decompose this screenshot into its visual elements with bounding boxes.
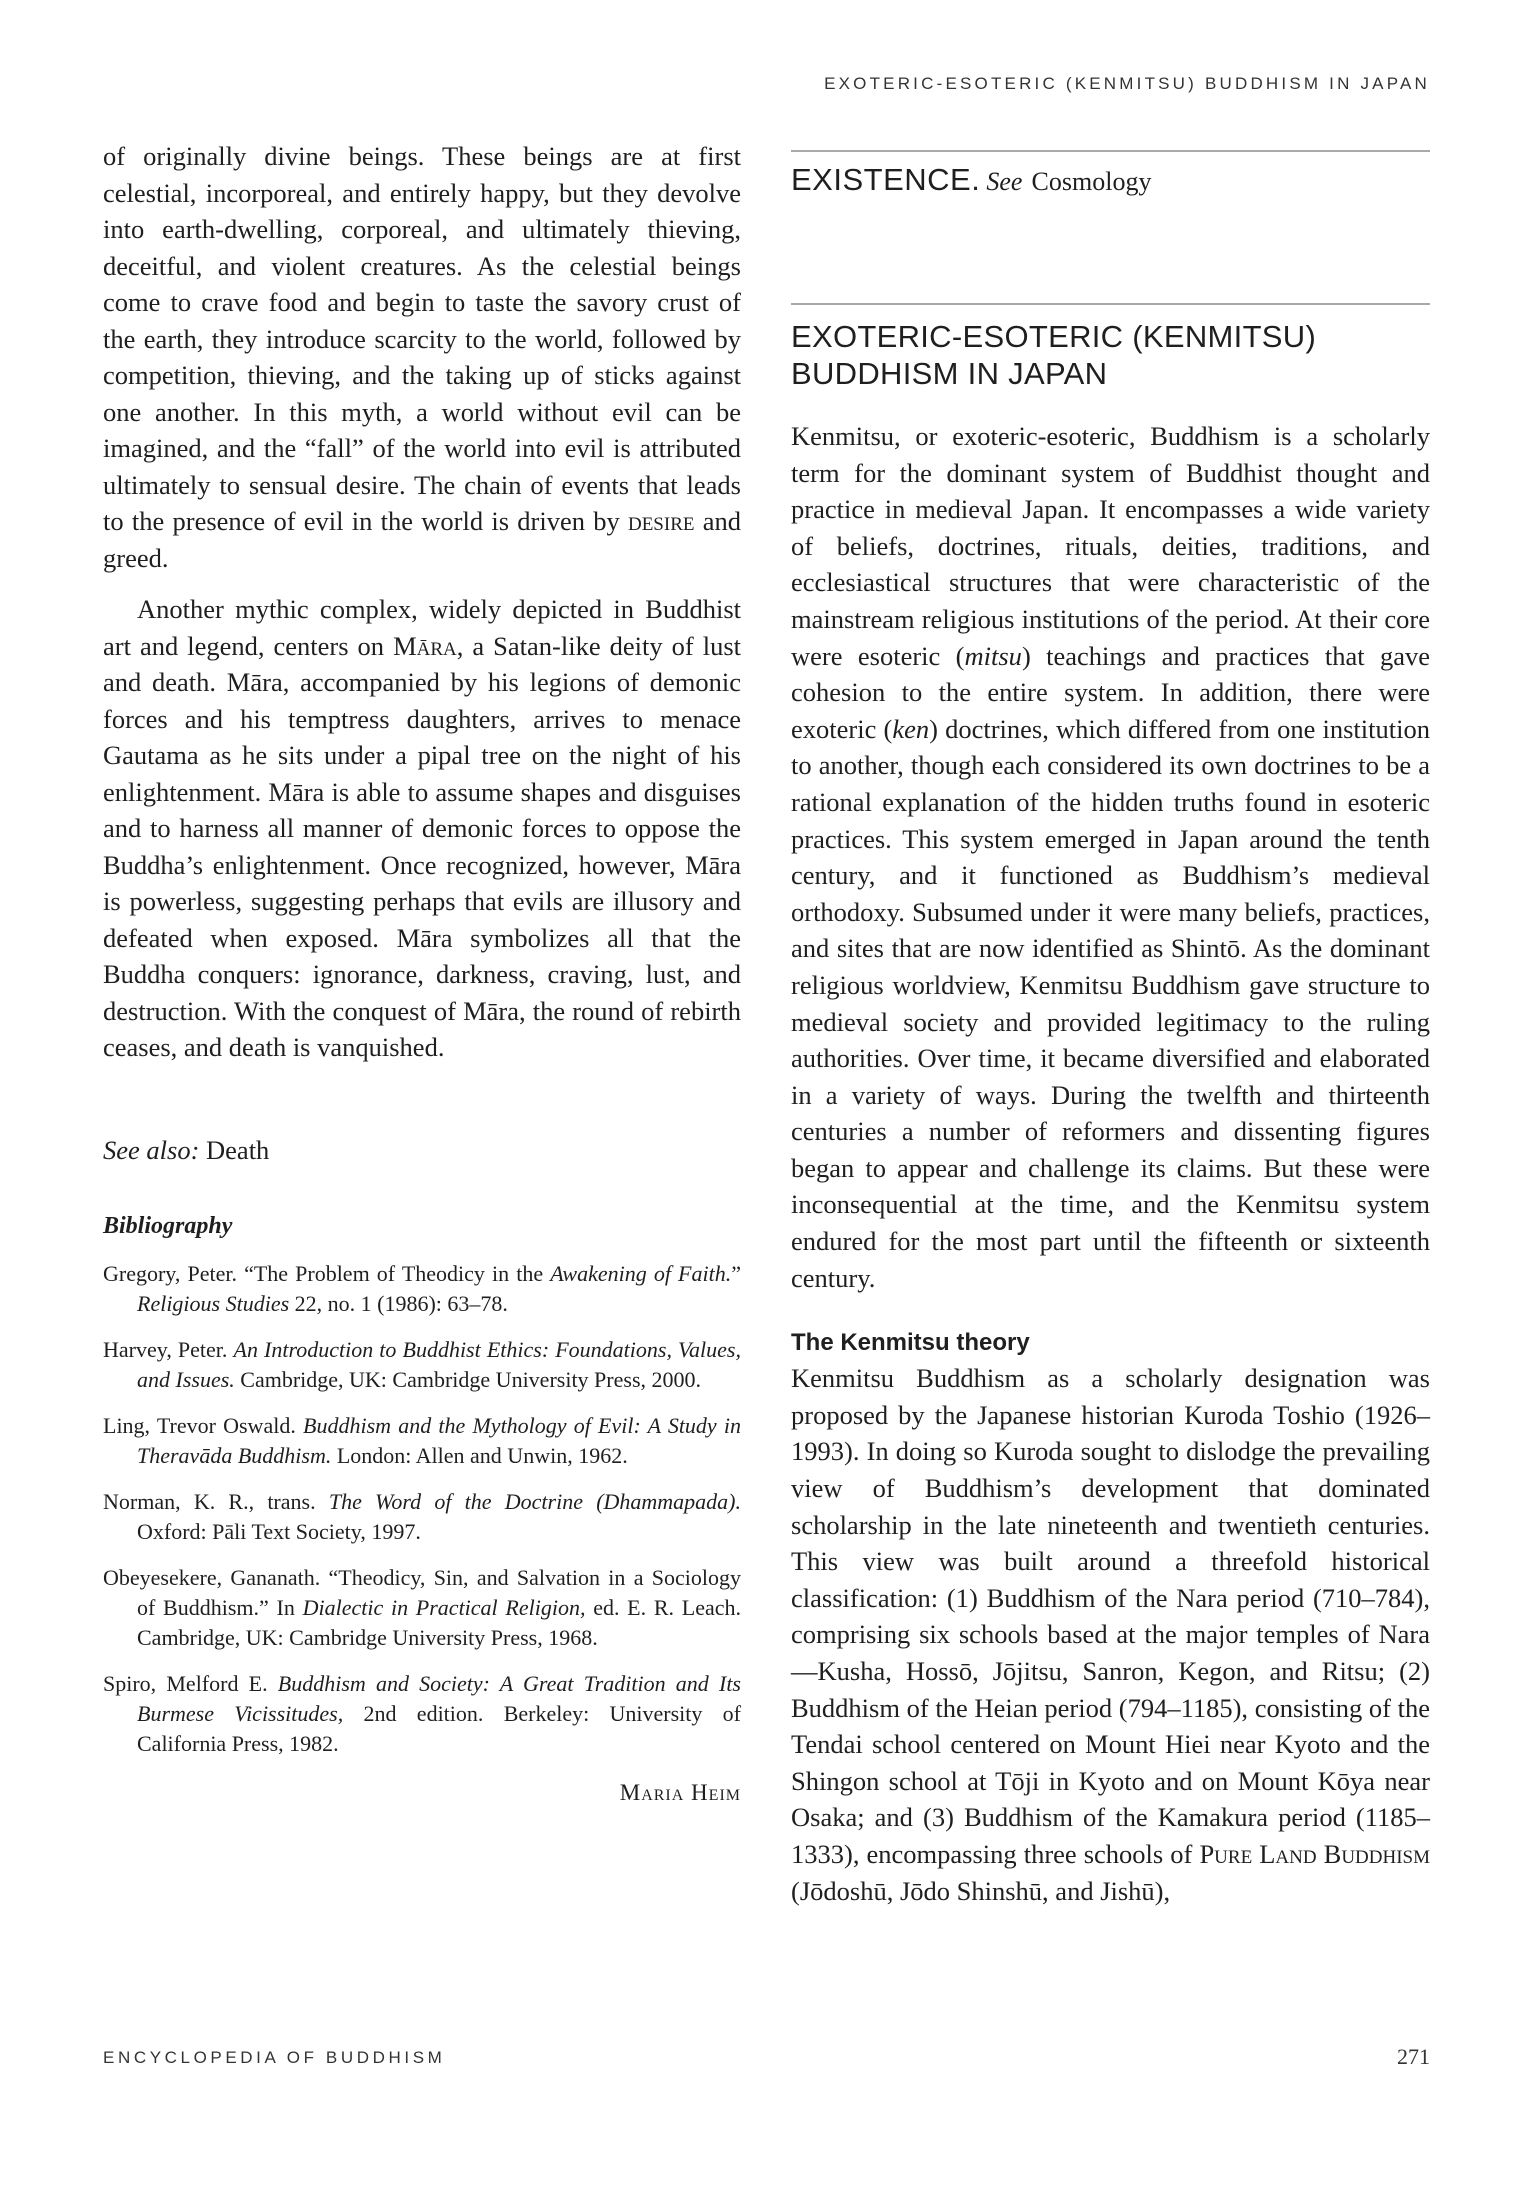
author-signature: Maria Heim	[619, 1779, 741, 1805]
bibliography-entry: Ling, Trevor Oswald. Buddhism and the Mythology of Evil: A Study in Theravāda Buddhism. London: Allen and Unwin, 1962.	[103, 1412, 741, 1468]
right-column-body	[791, 418, 1430, 1909]
see-also: See also: Death	[103, 1134, 270, 1165]
footer-title: ENCYCLOPEDIA OF BUDDHISM	[103, 2048, 446, 2067]
bibliography-entry: Spiro, Melford E. Buddhism and Society: A Great Tradition and Its Burmese Vicissitudes, 2nd edition. Berkeley: University of California Press, 1982.	[103, 1670, 741, 1756]
cosmology-link[interactable]: Cosmology	[1031, 167, 1152, 196]
left-column	[103, 138, 741, 1811]
see-also-link[interactable]: Death	[206, 1134, 270, 1165]
divider-rule	[791, 150, 1430, 152]
left-paragraph-2: Another mythic complex, widely depicted in Buddhist art and legend, centers on Māra, a Satan-like deity of lust and death. Māra, accompanied by his legions of demonic forces and his temptress daughters, arrives to menace Gautama as he sits under a pipal tree on the night of his enlightenment. Māra is able to assume shapes and disguises and to harness all manner of demonic forces to oppose the Buddha’s enlightenment. Once recognized, however, Māra is powerless, suggesting perhaps that evils are illusory and defeated when exposed. Māra symbolizes all that the Buddha conquers: ignorance, darkness, craving, lust, and destruction. With the conquest of Māra, the round of rebirth ceases, and death is vanquished.	[103, 594, 741, 1062]
entry-title: EXOTERIC-ESOTERIC (KENMITSU) BUDDHISM IN JAPAN	[791, 319, 1317, 391]
bibliography-entry: Obeyesekere, Gananath. “Theodicy, Sin, and Salvation in a Sociology of Buddhism.” In Dialectic in Practical Religion, ed. E. R. Leach. Cambridge, UK: Cambridge University Press, 1968.	[103, 1564, 741, 1650]
cross-reference-mara[interactable]: Māra	[393, 630, 457, 661]
bibliography-entry: Gregory, Peter. “The Problem of Theodicy in the Awakening of Faith.” Religious Studies 22, no. 1 (1986): 63–78.	[103, 1260, 741, 1316]
right-paragraph-1: Kenmitsu, or exoteric-esoteric, Buddhism is a scholarly term for the dominant system of Buddhist thought and practice in medieval Japan. It encompasses a wide variety of beliefs, doctrines, rituals, deities, traditions, and ecclesiastical structures that were characteristic of the mainstream religious institutions of the period. At their core were esoteric (mitsu) teachings and practices that gave cohesion to the entire system. In addition, there were exoteric (ken) doctrines, which differed from one institution to another, though each considered its own doctrines to be a rational explanation of the hidden truths found in esoteric practices. This system emerged in Japan around the tenth century, and it functioned as Buddhism’s medieval orthodoxy. Subsumed under it were many beliefs, practices, and sites that are now identified as Shintō. As the dominant religious worldview, Kenmitsu Buddhism gave structure to medieval society and provided legitimacy to the ruling authorities. Over time, it became diversified and elaborated in a variety of ways. During the twelfth and thirteenth centuries a number of reformers and dissenting figures began to appear and challenge its claims. But these were inconsequential at the time, and the Kenmitsu system endured for the most part until the fifteenth or sixteenth century.	[791, 421, 1430, 1293]
section-subheading: The Kenmitsu theory	[791, 1329, 1030, 1357]
bibliography-entry: Harvey, Peter. An Introduction to Buddhist Ethics: Foundations, Values, and Issues. Cambridge, UK: Cambridge University Press, 2000.	[103, 1336, 741, 1392]
running-head: EXOTERIC-ESOTERIC (KENMITSU) BUDDHISM IN JAPAN	[824, 74, 1430, 93]
bibliography-entry: Norman, K. R., trans. The Word of the Doctrine (Dhammapada). Oxford: Pāli Text Society, 1997.	[103, 1488, 742, 1544]
left-paragraph-1: of originally divine beings. These beings are at first celestial, incorporeal, and entirely happy, but they devolve into earth-dwelling, corporeal, and ultimately thieving, deceitful, and violent creatures. As the celestial beings come to crave food and begin to taste the savory crust of the earth, they introduce scarcity to the world, followed by competition, thieving, and the taking up of sticks against one another. In this myth, a world without evil can be imagined, and the “fall” of the world into evil is attributed ultimately to sensual desire. The chain of events that leads to the presence of evil in the world is driven by desire and greed.	[103, 141, 742, 573]
right-paragraph-2: Kenmitsu Buddhism as a scholarly designation was proposed by the Japanese historian Kuroda Toshio (1926–1993). In doing so Kuroda sought to dislodge the prevailing view of Buddhism’s development that dominated scholarship in the late nineteenth and twentieth centuries. This view was built around a threefold historical classification: (1) Buddhism of the Nara period (710–784), comprising six schools based at the major temples of Nara—Kusha, Hossō, Jōjitsu, Sanron, Kegon, and Ritsu; (2) Buddhism of the Heian period (794–1185), consisting of the Tendai school centered on Mount Hiei near Kyoto and the Shingon school at Tōji in Kyoto and on Mount Kōya near Osaka; and (3) Buddhism of the Kamakura period (1185–1333), encompassing three schools of Pure Land Buddhism (Jōdoshū, Jōdo Shinshū, and Jishū),	[791, 1363, 1430, 1906]
page-number: 271	[1397, 2044, 1430, 2069]
cross-reference-pure-land[interactable]: Pure Land Buddhism	[1199, 1838, 1430, 1869]
divider-rule	[791, 303, 1430, 305]
bibliography-heading: Bibliography	[103, 1213, 233, 1239]
entry-heading-existence: EXISTENCE. See Cosmology	[791, 162, 1152, 197]
cross-reference-desire[interactable]: desire	[627, 506, 695, 536]
bibliography-list	[103, 1259, 741, 1759]
